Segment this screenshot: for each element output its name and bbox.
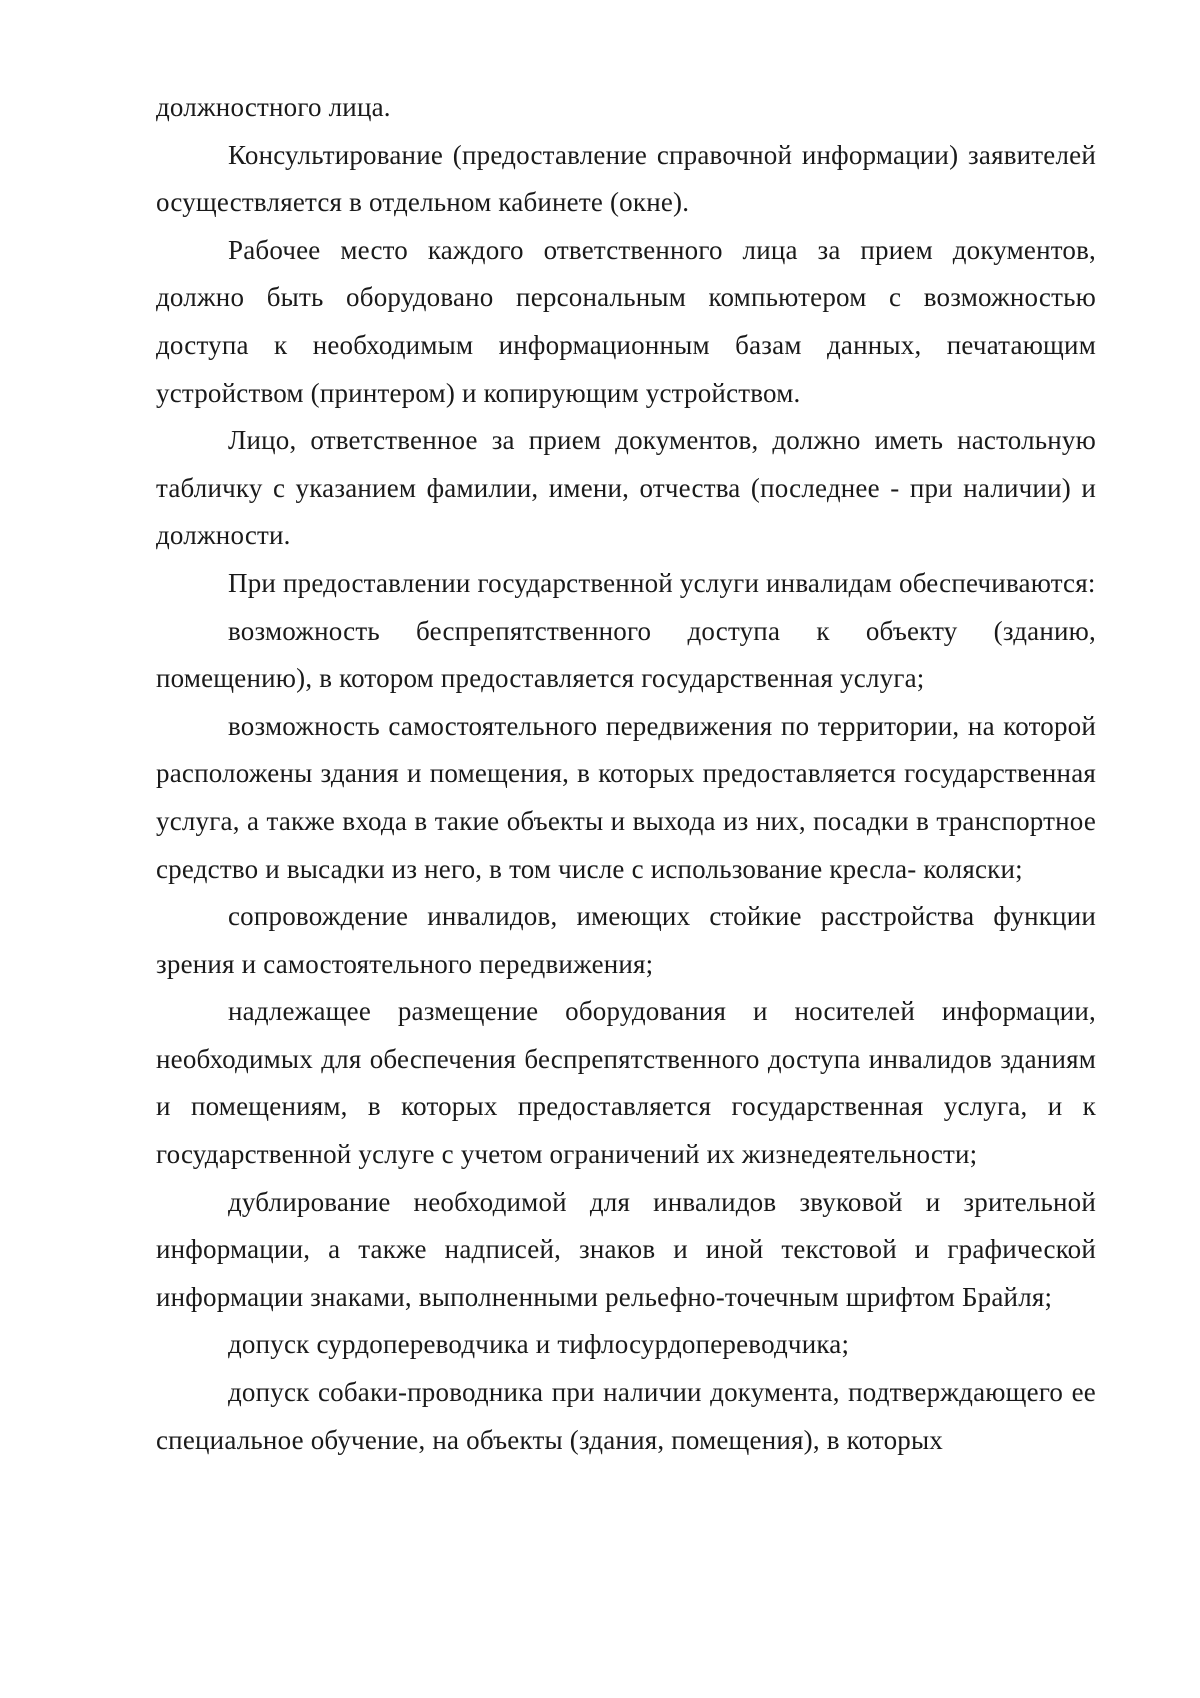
paragraph-escort: сопровождение инвалидов, имеющих стойкие расстройства функции зрения и самостоятельного передвижения;	[156, 901, 1096, 979]
paragraph-continuation: должностного лица.	[156, 92, 391, 122]
paragraph-equipment: надлежащее размещение оборудования и носителей информации, необходимых для обеспечения беспрепятственного доступа инвалидов зданиям и помещениям, в которых предоставляется государственная услуга, и к государственной услуге с учетом ограничений их жизнедеятельности;	[156, 996, 1096, 1170]
paragraph-braille: дублирование необходимой для инвалидов звуковой и зрительной информации, а также надписей, знаков и иной текстовой и графической информации знаками, выполненными рельефно-точечным шрифтом Брайля;	[156, 1186, 1096, 1312]
paragraph-access-object: возможность беспрепятственного доступа к объекту (зданию, помещению), в котором предоставляется государственная услуга;	[156, 615, 1096, 694]
paragraph-interpreter: допуск сурдопереводчика и тифлосурдопереводчика;	[228, 1329, 850, 1360]
paragraph-guide-dog: допуск собаки-проводника при наличии документа, подтверждающего ее специальное обучение, на объекты (здания, помещения), в которых	[156, 1377, 1096, 1455]
paragraph-consulting: Консультирование (предоставление справочной информации) заявителей осуществляется в отдельном кабинете (окне).	[156, 139, 1096, 218]
paragraph-workplace: Рабочее место каждого ответственного лица за прием документов, должно быть оборудовано персональным компьютером с возможностью доступа к необходимым информационным базам данных, печатающим устройством (принтером) и копирующим устройством.	[156, 234, 1096, 408]
document-body	[156, 84, 1096, 1464]
paragraph-movement: возможность самостоятельного передвижения по территории, на которой расположены здания и помещения, в которых предоставляется государственная услуга, а также входа в такие объекты и выхода из них, посадки в транспортное средство и высадки из него, в том числе с использование кресла- коляски;	[156, 710, 1096, 884]
paragraph-nameplate: Лицо, ответственное за прием документов, должно иметь настольную табличку с указанием фамилии, имени, отчества (последнее - при наличии) и должности.	[156, 425, 1096, 551]
paragraph-disabled-intro: При предоставлении государственной услуги инвалидам обеспечиваются:	[228, 567, 1096, 598]
